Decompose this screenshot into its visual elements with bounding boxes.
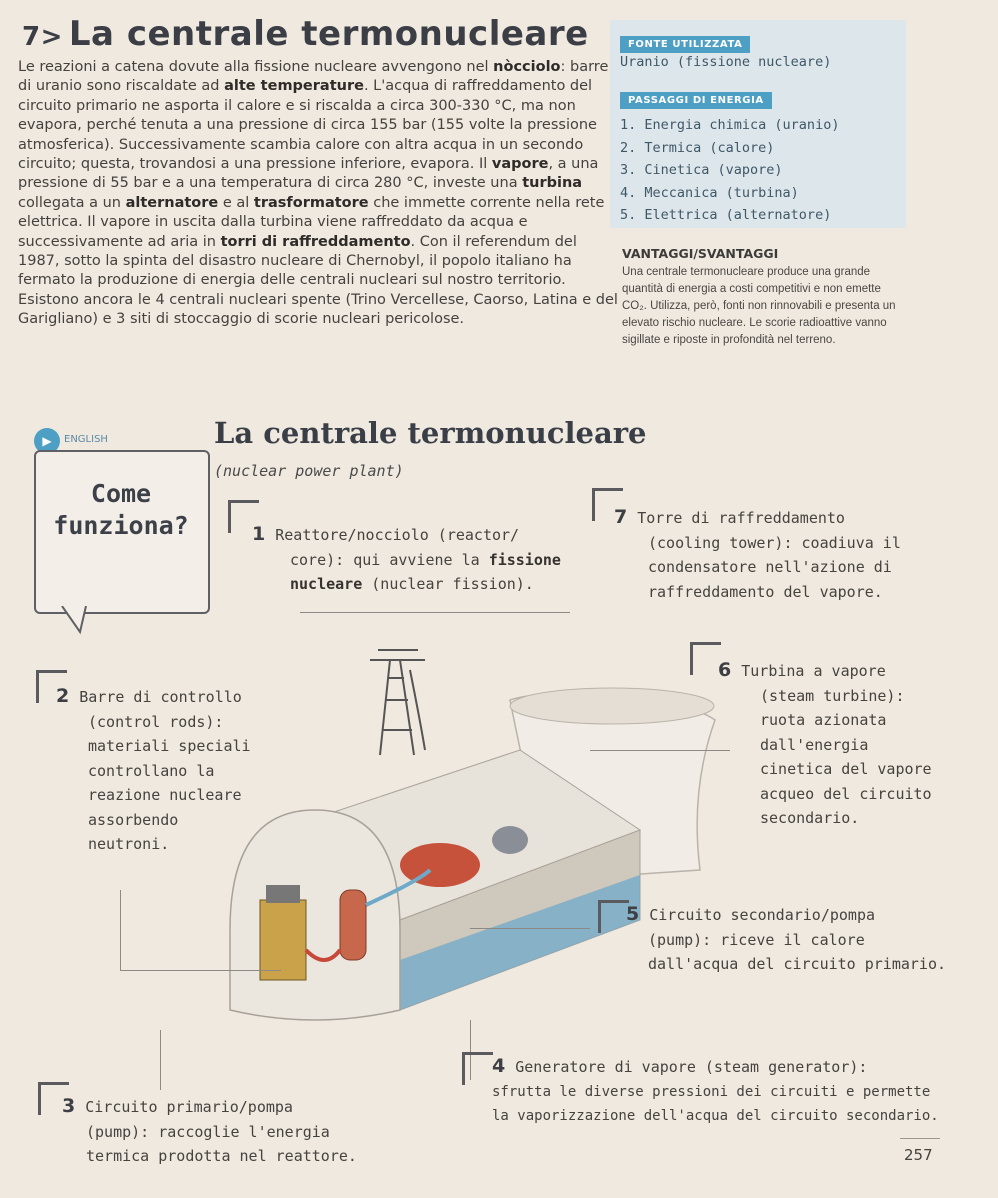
energy-step: 1. Energia chimica (uranio) — [620, 117, 840, 133]
steam-generator — [340, 890, 366, 960]
intro-bold: torri di raffreddamento — [220, 233, 411, 250]
title-text: La centrale termonucleare — [68, 14, 589, 54]
callout-line: ruota azionata — [760, 711, 887, 729]
intro-text: collegata a un — [18, 194, 126, 211]
callout-line: acqueo del circuito — [760, 784, 932, 803]
callout-reactor — [252, 522, 561, 597]
intro-text: Il — [478, 156, 492, 173]
callout-number: 3 — [62, 1095, 76, 1117]
callout-line: (control rods): — [88, 712, 224, 731]
power-plant-illustration — [220, 630, 780, 1050]
callout-secondary-circuit — [626, 902, 946, 977]
callout-line: Reattore/nocciolo (reactor/ — [275, 526, 520, 544]
leader-line — [300, 612, 570, 614]
intro-text: Le reazioni a catena dovute alla fissione nucleare avvengono nel — [18, 59, 494, 75]
callout-number: 5 — [626, 903, 640, 925]
callout-line: (cooling tower): coadiuva il — [648, 533, 901, 552]
callout-line: dall'acqua del circuito primario. — [648, 955, 947, 973]
intro-paragraph — [18, 58, 618, 330]
callout-bracket — [598, 900, 629, 933]
callout-line: (pump): raccoglie l'energia — [86, 1122, 330, 1141]
callout-steam-generator — [492, 1054, 952, 1129]
callout-number: 2 — [56, 685, 70, 707]
bubble-line: Come — [90, 479, 152, 508]
intro-text: che immette corrente nella rete elettrica. Il vapore in uscita dalla turbina viene raffreddato da acqua e successivamente ad aria in — [18, 194, 605, 250]
steps-tag: PASSAGGI DI ENERGIA — [620, 92, 772, 109]
callout-line: dall'energia — [760, 735, 869, 754]
callout-number: 6 — [718, 659, 732, 681]
electric-pylon — [370, 650, 425, 755]
intro-bold: alte temperature — [224, 78, 364, 95]
alternator — [492, 826, 528, 854]
advantages-text: Una centrale termonucleare produce una grande quantità di energia a costi competitivi e non emette CO₂. Utilizza, però, fonti non rinnovabili e presenta un elevato rischio nucleare. Le scorie radioattive vanno sigillate e riposte in profondità nel terreno. — [622, 266, 896, 346]
leader-line — [470, 928, 590, 930]
callout-line: Circuito secondario/pompa — [649, 906, 876, 924]
callout-line: reazione nucleare — [88, 786, 242, 804]
section-number: 7> — [22, 22, 63, 52]
callout-line: termica prodotta nel reattore. — [86, 1147, 357, 1165]
energy-step: 2. Termica (calore) — [620, 139, 775, 156]
callout-turbine — [718, 658, 932, 831]
callout-line: Barre di controllo — [79, 688, 242, 706]
bubble-line: funziona? — [53, 511, 189, 540]
infographic-subtitle: (nuclear power plant) — [214, 462, 404, 480]
callout-number: 4 — [492, 1055, 506, 1077]
callout-line: Generatore di vapore (steam generator): — [515, 1058, 868, 1076]
callout-line: core): qui avviene la — [290, 550, 489, 569]
page-title — [22, 14, 589, 54]
intro-text: Con il referendum del 1987, sotto la spinta del disastro nucleare di Chernobyl, il popolo italiano ha fermato la produzione di energia delle centrali nucleari sul nostro territorio. Esistono ancora le 4 centrali nucleari spente (Trino Vercellese, Caorso, Latina e del Garigliano) e 3 siti di stoccaggio di scorie nucleari pericolose. — [18, 233, 618, 328]
callout-primary-circuit — [62, 1094, 357, 1169]
advantages-heading: VANTAGGI/SVANTAGGI — [622, 246, 779, 261]
infographic-title: La centrale termonucleare — [214, 416, 647, 450]
callout-line: Circuito primario/pompa — [85, 1098, 293, 1116]
energy-steps-list — [620, 114, 839, 227]
callout-line: raffreddamento del vapore. — [648, 582, 883, 601]
energy-step: 3. Cinetica (vapore) — [620, 162, 783, 178]
callout-line: materiali speciali — [88, 737, 251, 755]
intro-text: e al — [218, 194, 254, 211]
energy-step: 5. Elettrica (alternatore) — [620, 207, 832, 223]
callout-line: cinetica del vapore — [760, 760, 932, 778]
leader-line — [590, 750, 730, 752]
callout-line: condensatore nell'azione di — [648, 558, 892, 576]
callout-line: (pump): riceve il calore — [648, 930, 865, 949]
bubble-text — [46, 478, 196, 542]
intro-bold: turbina — [522, 175, 583, 192]
bubble-tail — [60, 606, 100, 636]
callout-number: 1 — [252, 523, 266, 545]
energy-source: Uranio (fissione nucleare) — [620, 54, 832, 70]
intro-text: . — [410, 233, 416, 250]
intro-text: : barre di uranio sono riscaldate ad — [18, 59, 609, 95]
cooling-tower-top — [510, 688, 714, 724]
english-audio-label[interactable]: ENGLISH — [64, 434, 108, 445]
callout-line: (nuclear fission). — [362, 575, 534, 593]
callout-line: controllano la — [88, 761, 215, 780]
callout-bracket — [462, 1052, 493, 1085]
callout-line: secondario. — [760, 809, 860, 827]
callout-line: Torre di raffreddamento — [637, 509, 845, 527]
intro-bold: vapore — [491, 156, 549, 173]
energy-step: 4. Meccanica (turbina) — [620, 184, 799, 201]
callout-control-rods — [56, 684, 251, 857]
energy-info-box — [610, 20, 906, 228]
audio-icon[interactable]: ▶ — [34, 428, 60, 454]
callout-bracket — [690, 642, 721, 675]
intro-bold: trasformatore — [253, 194, 369, 211]
leader-line — [160, 1030, 162, 1090]
page-number-rule — [900, 1138, 940, 1139]
callout-line: assorbendo — [88, 810, 179, 829]
callout-line: neutroni. — [88, 835, 170, 853]
leader-line — [120, 890, 281, 971]
callout-line: (steam turbine): — [760, 686, 905, 705]
intro-bold: nòcciolo — [493, 59, 561, 75]
intro-text: . L'acqua di raffreddamento del circuito primario ne asporta il calore e si riscalda a circa 300-330 °C, ma non evapora, perché tenuta a una pressione di circa 155 bar (155 volte la pressione atmosferica). Successivamente scambia calore con altra acqua in un secondo circuito; questa, trovandosi a una pressione inferiore, evapora. — [18, 78, 597, 173]
source-tag: FONTE UTILIZZATA — [620, 36, 750, 53]
callout-cooling-tower — [614, 505, 901, 604]
callout-line: sfrutta le diverse pressioni dei circuiti e permette — [492, 1083, 931, 1100]
page-number: 257 — [904, 1146, 933, 1164]
callout-line: Turbina a vapore — [741, 662, 886, 680]
intro-text: , a una pressione di 55 bar e a una temperatura di circa 280 °C, investe una — [18, 156, 599, 192]
intro-bold: alternatore — [125, 194, 219, 211]
callout-bold: nucleare — [290, 575, 363, 593]
callout-bold: fissione — [488, 550, 561, 569]
callout-line: la vaporizzazione dell'acqua del circuito secondario. — [492, 1108, 939, 1124]
callout-number: 7 — [614, 506, 628, 528]
